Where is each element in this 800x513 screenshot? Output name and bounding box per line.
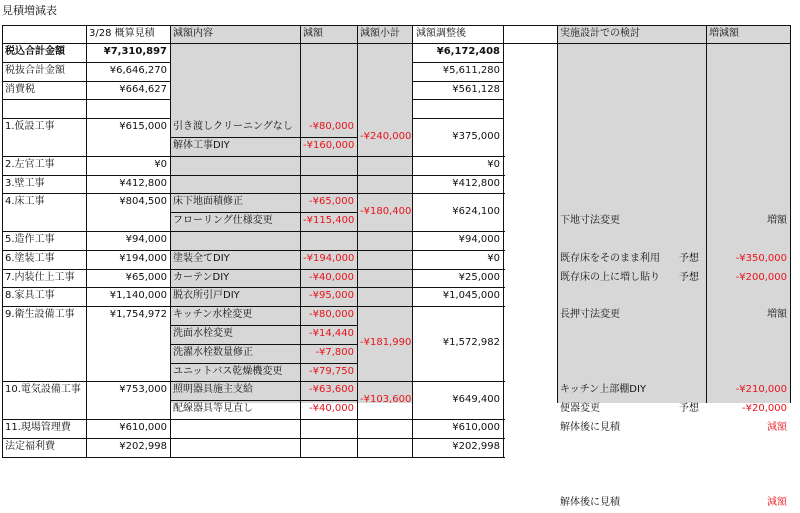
item-estimate: ¥804,500 <box>119 196 167 208</box>
study-value: -¥20,000 <box>742 403 787 415</box>
study-note: 予想 <box>679 271 699 283</box>
grid-line <box>557 25 558 403</box>
item-adjusted: ¥624,100 <box>452 205 500 217</box>
total-adjusted: ¥5,611,280 <box>442 64 500 76</box>
study-value: -¥350,000 <box>735 252 787 264</box>
total-adjusted: ¥561,128 <box>452 83 500 95</box>
item-estimate: ¥194,000 <box>119 252 167 264</box>
item-label: 11.現場管理費 <box>5 422 71 433</box>
study-name: 長押寸法変更 <box>560 309 620 321</box>
detail-content: 解体工事DIY <box>173 140 230 151</box>
detail-content: キッチン水栓変更 <box>173 309 253 321</box>
item-subtotal: -¥103,600 <box>360 393 412 405</box>
total-estimate: ¥6,646,270 <box>109 64 167 76</box>
item-label: 10.電気設備工事 <box>5 384 81 396</box>
item-adjusted: ¥202,998 <box>452 440 500 452</box>
item-estimate: ¥610,000 <box>119 422 167 433</box>
item-label: 4.床工事 <box>5 196 45 208</box>
item-label: 9.衛生設備工事 <box>5 309 75 321</box>
header-content: 減額内容 <box>173 28 213 39</box>
item-label: 3.壁工事 <box>5 177 45 189</box>
item-estimate: ¥753,000 <box>119 384 167 396</box>
detail-content: 配線器具等見直し <box>173 403 253 415</box>
detail-content: カーテンDIY <box>173 271 230 283</box>
item-label: 法定福利費 <box>5 440 55 452</box>
item-label: 1.仮設工事 <box>5 121 55 133</box>
grid-line <box>170 25 171 457</box>
detail-content: 塗装全てDIY <box>173 252 230 264</box>
sheet-title: 見積増減表 <box>2 4 57 17</box>
detail-amount: -¥79,750 <box>309 365 354 377</box>
item-subtotal: -¥180,400 <box>360 205 412 217</box>
grid-line <box>413 118 503 119</box>
item-label: 8.家具工事 <box>5 290 55 302</box>
item-adjusted: ¥1,045,000 <box>442 290 500 302</box>
item-adjusted: ¥1,572,982 <box>442 337 500 349</box>
total-estimate: ¥7,310,897 <box>103 46 167 57</box>
grid-line <box>503 25 504 457</box>
detail-content: ユニットバス乾燥機変更 <box>173 365 283 377</box>
detail-amount: -¥14,440 <box>309 328 354 339</box>
study-note: 予想 <box>679 403 699 415</box>
grid-line <box>790 25 791 403</box>
study-name: 既存床の上に増し貼り <box>560 271 660 283</box>
total-label: 消費税 <box>5 83 35 95</box>
total-label: 税込合計金額 <box>5 46 65 57</box>
item-adjusted: ¥94,000 <box>458 234 500 245</box>
header-change: 増減額 <box>709 28 739 39</box>
item-adjusted: ¥0 <box>487 252 500 264</box>
study-value: 増額 <box>767 215 787 227</box>
item-label: 7.内装仕上工事 <box>5 271 75 283</box>
grid-line <box>357 25 358 457</box>
grid-line <box>300 25 301 457</box>
item-adjusted: ¥412,800 <box>452 177 500 189</box>
detail-amount: -¥194,000 <box>303 252 355 264</box>
item-label: 5.造作工事 <box>5 234 55 245</box>
study-name: キッチン上部棚DIY <box>560 384 647 396</box>
detail-amount: -¥63,600 <box>309 384 354 396</box>
item-label: 6.塗装工事 <box>5 252 55 264</box>
study-value: 減額 <box>767 497 787 509</box>
detail-amount: -¥65,000 <box>309 196 354 208</box>
item-adjusted: ¥375,000 <box>452 130 500 142</box>
item-estimate: ¥0 <box>154 158 167 170</box>
detail-content: 床下地面積修正 <box>173 196 243 208</box>
total-adjusted: ¥6,172,408 <box>436 46 500 57</box>
header-subtotal: 減額小計 <box>360 28 400 39</box>
detail-amount: -¥95,000 <box>309 290 354 302</box>
item-estimate: ¥202,998 <box>119 440 167 452</box>
detail-amount: -¥40,000 <box>309 403 354 415</box>
detail-amount: -¥160,000 <box>303 140 355 151</box>
study-value: -¥200,000 <box>735 271 787 283</box>
header-study: 実施設計での検討 <box>560 28 640 39</box>
grid-line <box>413 99 503 100</box>
item-estimate: ¥615,000 <box>119 121 167 133</box>
detail-content: フローリング仕様変更 <box>173 215 273 227</box>
item-estimate: ¥1,754,972 <box>109 309 167 321</box>
grid-line <box>2 25 3 457</box>
item-estimate: ¥65,000 <box>125 271 167 283</box>
grid-line <box>412 25 413 457</box>
item-adjusted: ¥25,000 <box>458 271 500 283</box>
study-value: -¥210,000 <box>735 384 787 396</box>
grid-line <box>706 25 707 403</box>
item-adjusted: ¥610,000 <box>452 422 500 433</box>
detail-content: 照明器具施主支給 <box>173 384 253 396</box>
study-name: 便器変更 <box>560 403 600 415</box>
detail-amount: -¥40,000 <box>309 271 354 283</box>
total-estimate: ¥664,627 <box>119 83 167 95</box>
detail-content: 洗面水栓変更 <box>173 328 233 339</box>
item-adjusted: ¥0 <box>487 158 500 170</box>
header-adjusted: 減額調整後 <box>416 28 466 39</box>
study-value: 減額 <box>767 422 787 433</box>
detail-amount: -¥80,000 <box>309 121 354 133</box>
item-estimate: ¥94,000 <box>125 234 167 245</box>
study-name: 解体後に見積 <box>560 497 620 509</box>
header-estimate: 3/28 概算見積 <box>89 28 155 39</box>
detail-content: 洗濯水栓数量修正 <box>173 346 253 358</box>
detail-amount: -¥7,800 <box>315 346 354 358</box>
header-reduction: 減額 <box>303 28 323 39</box>
item-subtotal: -¥181,990 <box>360 337 412 349</box>
detail-content: 引き渡しクリーニングなし <box>173 121 293 133</box>
item-adjusted: ¥649,400 <box>452 393 500 405</box>
study-name: 既存床をそのまま利用 <box>560 252 660 264</box>
study-value: 増額 <box>767 309 787 321</box>
grid-line <box>2 457 505 458</box>
grid-line <box>557 43 790 44</box>
item-label: 2.左官工事 <box>5 158 55 170</box>
detail-amount: -¥115,400 <box>303 215 355 227</box>
item-estimate: ¥412,800 <box>119 177 167 189</box>
item-estimate: ¥1,140,000 <box>109 290 167 302</box>
study-name: 解体後に見積 <box>560 422 620 433</box>
item-subtotal: -¥240,000 <box>360 130 412 142</box>
study-note: 予想 <box>679 252 699 264</box>
total-label: 税抜合計金額 <box>5 64 65 76</box>
detail-amount: -¥80,000 <box>309 309 354 321</box>
grid-line <box>557 25 790 26</box>
study-name: 下地寸法変更 <box>560 215 620 227</box>
grid-line <box>86 25 87 457</box>
detail-content: 脱衣所引戸DIY <box>173 290 240 302</box>
